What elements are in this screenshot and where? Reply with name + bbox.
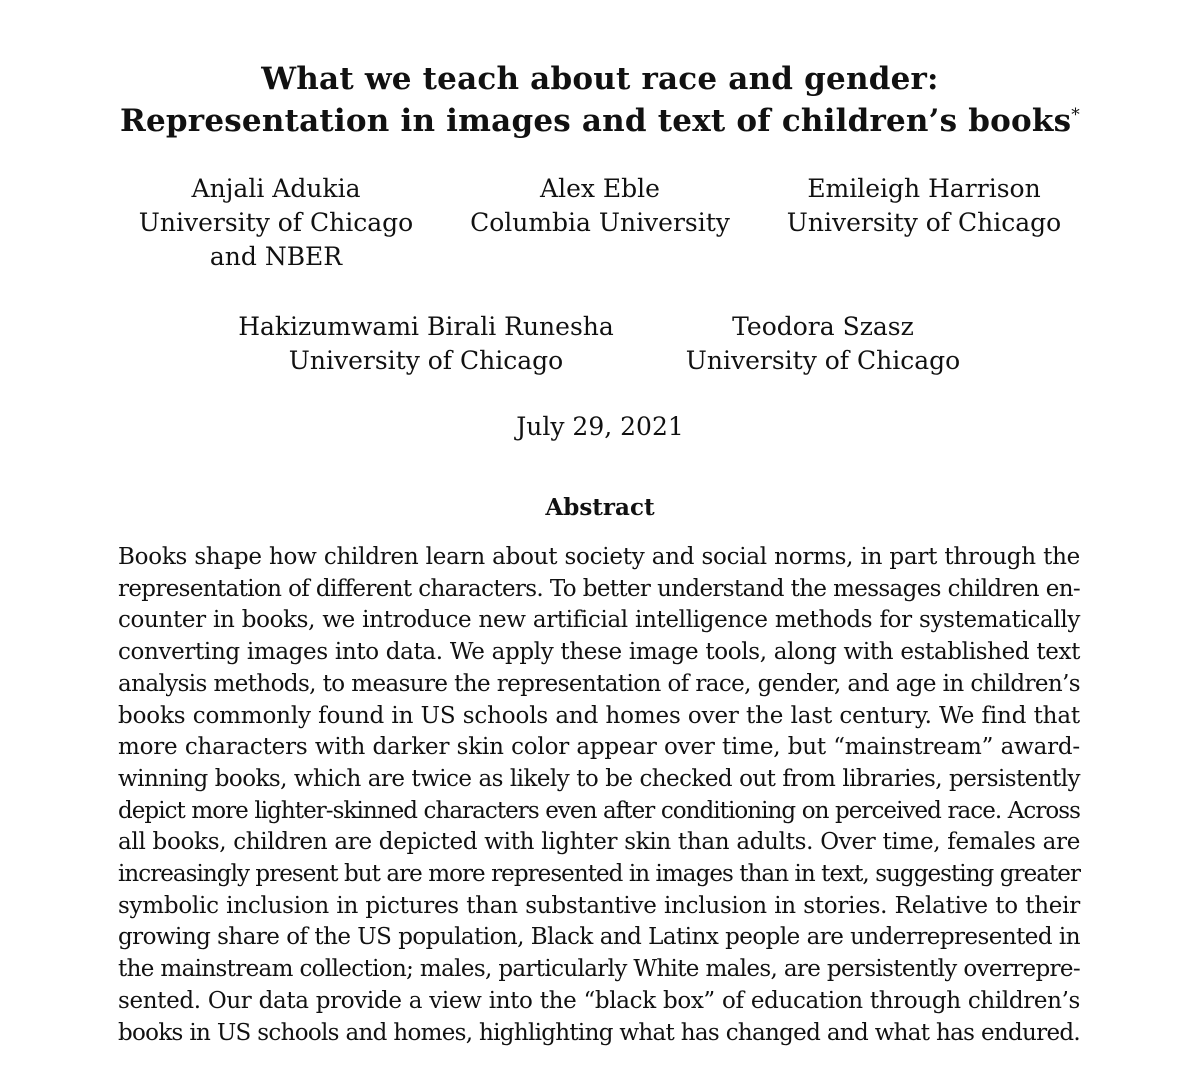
paper-title [0, 58, 1178, 142]
abstract-line: the mainstream collection; males, particularly White males, are persistently overrepre- [118, 956, 1080, 983]
abstract-body [118, 542, 1080, 1049]
author-name: Teodora Szasz [732, 312, 914, 341]
author-name: Hakizumwami Birali Runesha [238, 312, 614, 341]
author-affiliation: University of Chicago [786, 208, 1062, 237]
author-affiliation: University of Chicago [685, 346, 961, 375]
author-affiliation: and NBER [209, 242, 343, 271]
author-block-harrison [778, 172, 1070, 240]
abstract-heading: Abstract [545, 494, 655, 521]
abstract-line: analysis methods, to measure the representation of race, gender, and age in children’s [118, 670, 1080, 697]
title-footnote-mark: * [1071, 105, 1080, 125]
author-name: Alex Eble [540, 174, 660, 203]
author-block-adukia [128, 172, 424, 274]
abstract-line: winning books, which are twice as likely to be checked out from libraries, persistently [118, 765, 1080, 792]
author-affiliation: University of Chicago [138, 208, 414, 237]
abstract-line: growing share of the US population, Black and Latinx people are underrepresented in [118, 924, 1080, 951]
abstract-line: books commonly found in US schools and homes over the last century. We find that [118, 702, 1080, 729]
title-line-1: What we teach about race and gender: [261, 61, 939, 97]
abstract-line: books in US schools and homes, highlighting what has changed and what has endured. [118, 1019, 1080, 1046]
author-affiliation: University of Chicago [288, 346, 564, 375]
abstract-line: all books, children are depicted with lighter skin than adults. Over time, females are [118, 829, 1081, 856]
abstract-line: sented. Our data provide a view into the “black box” of education through children’s [118, 987, 1080, 1014]
abstract-line: increasingly present but are more represented in images than in text, suggesting greater [118, 861, 1080, 888]
abstract-line: counter in books, we introduce new artificial intelligence methods for systematically [118, 607, 1080, 634]
author-affiliation: Columbia University [470, 208, 730, 237]
author-name: Anjali Adukia [191, 174, 361, 203]
abstract-line: Books shape how children learn about society and social norms, in part through the [118, 544, 1080, 570]
abstract-line: converting images into data. We apply these image tools, along with established text [118, 639, 1080, 666]
abstract-line: symbolic inclusion in pictures than substantive inclusion in stories. Relative to their [118, 892, 1080, 919]
abstract-line: depict more lighter-skinned characters even after conditioning on perceived race. Across [118, 797, 1080, 824]
title-line-2-text: Representation in images and text of children’s books [120, 103, 1072, 139]
abstract-line: representation of different characters. To better understand the messages children en- [118, 575, 1080, 602]
author-block-runesha [232, 310, 620, 378]
author-name: Emileigh Harrison [807, 174, 1041, 203]
paper-date: July 29, 2021 [516, 412, 684, 441]
title-line-2 [0, 100, 1178, 142]
author-block-szasz [678, 310, 968, 378]
abstract-line: more characters with darker skin color appear over time, but “mainstream” award- [118, 734, 1080, 761]
author-block-eble [460, 172, 740, 240]
